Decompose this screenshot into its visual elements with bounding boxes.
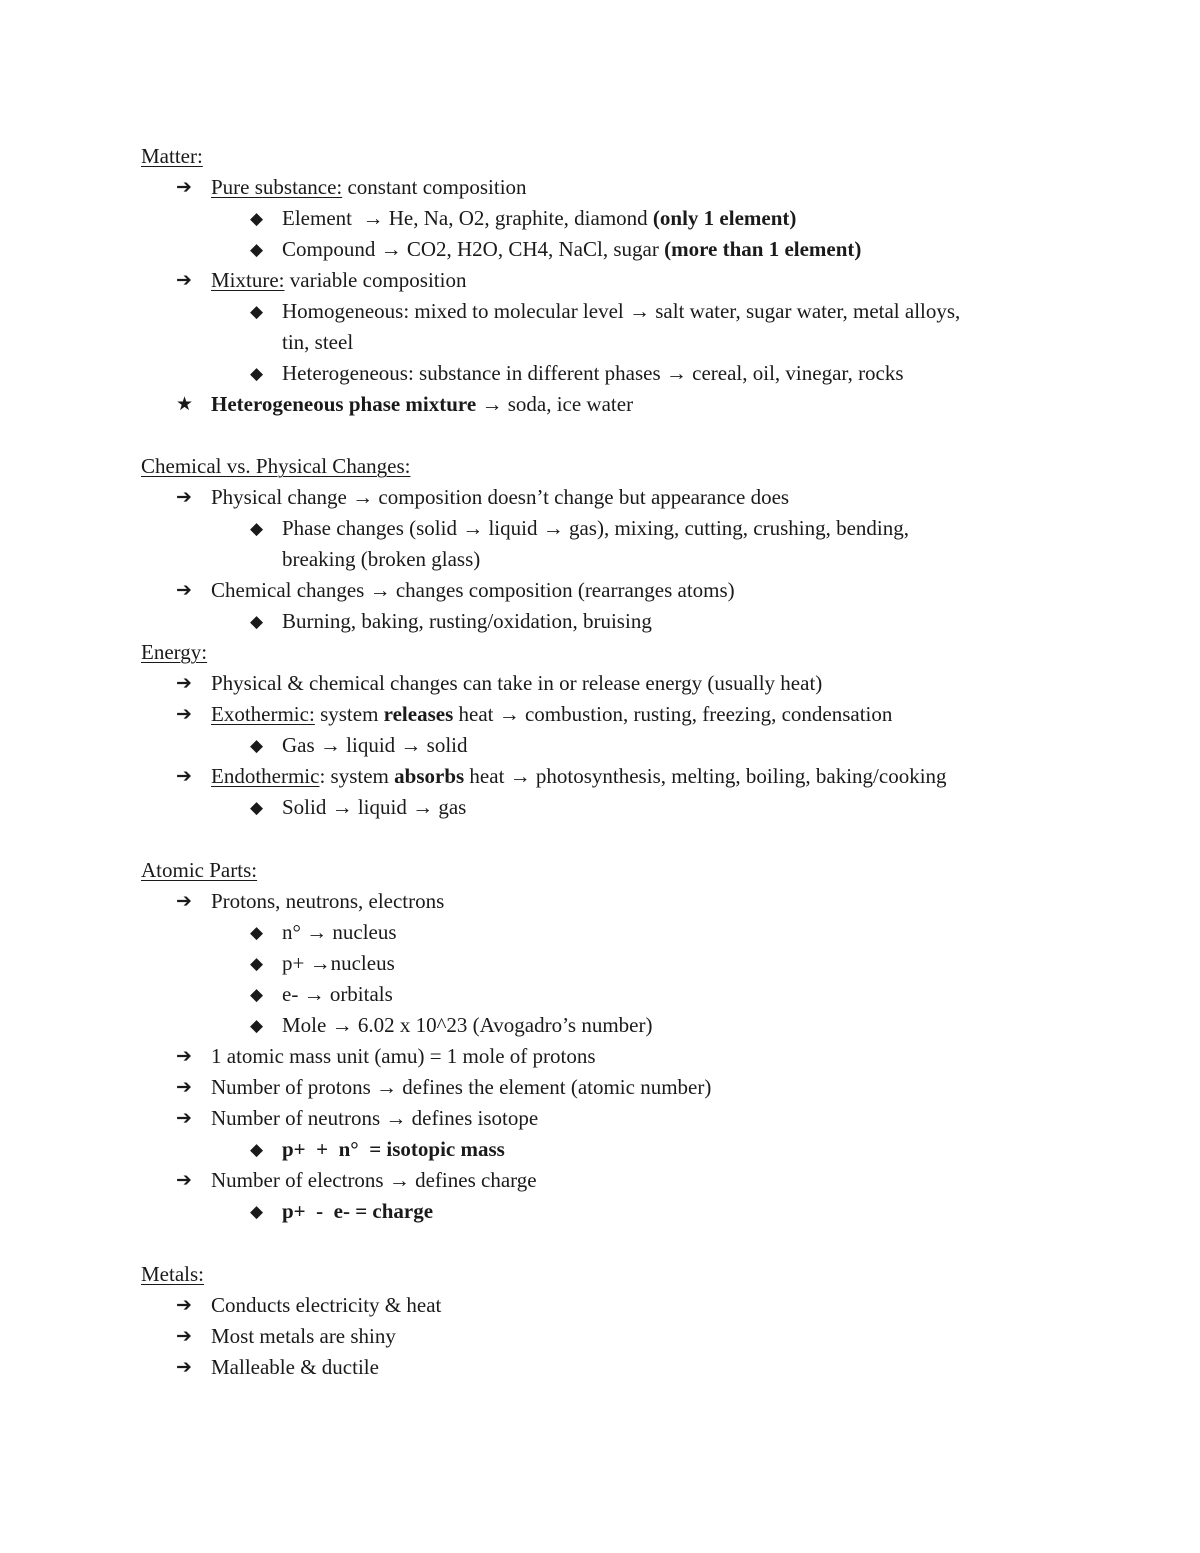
section-heading-matter: Matter: xyxy=(141,144,203,168)
arrow-bullet-icon: ➔ xyxy=(176,1357,192,1378)
arrow-bullet-icon: ➔ xyxy=(176,270,192,291)
diamond-bullet-icon: ◆ xyxy=(250,736,264,755)
arrow-bullet-icon: ➔ xyxy=(176,891,192,912)
diamond-bullet-icon: ◆ xyxy=(250,519,264,538)
notes-page: Matter: ➔ Pure substance: constant composition ◆ Element → He, Na, O2, graphite, diamond (only 1 element) ◆ Compound → CO2, H2O, CH4, NaCl, sugar (more than 1 element) ➔ Mixture: variable composition ◆ Homogeneous: mixed to molecular level → salt water, sugar water, metal alloys, tin, steel ◆ Heterogeneous: substance in different phases → cereal, oil, vinegar, rocks ★ Heterogeneous phase mixture → soda, ice water Chemical vs. Physical Changes: ➔ Physical change → composition doesn’t change but appearance does ◆ Phase changes (solid → liquid → gas), mixing, cutting, crushing, bending, breaking (broken glass) ➔ Chemical changes → changes composition (rearranges atoms) ◆ Burning, baking, rusting/oxidation, bruising Energy: ➔ Physical & chemical changes can take in or release energy (usually heat) ➔ Exothermic: system releases heat → combustion, rusting, freezing, condensation ◆ Gas → liquid → solid ➔ Endothermic: system absorbs heat → photosynthesis, melting, boiling, baking/cooking ◆ Solid → liquid → gas Atomic Parts: ➔ Protons, neutrons, electrons ◆ n° → nucleus ◆ p+ →nucleus ◆ e- → orbitals ◆ Mole → 6.02 x 10^23 (Avogadro’s number) ➔ 1 atomic mass unit (amu) = 1 mole of protons ➔ Number of protons → defines the element (atomic number) ➔ Number of neutrons → defines isotope ◆ p+ + n° = isotopic mass ➔ Number of electrons → defines charge ◆ p+ - e- = charge Metals: ➔ Conducts electricity & heat ➔ Most metals are shiny ➔ Malleable & ductile xyxy=(0,0,1200,1553)
diamond-bullet-icon: ◆ xyxy=(250,985,264,1004)
arrow-bullet-icon: ➔ xyxy=(176,1170,192,1191)
star-bullet-icon: ★ xyxy=(176,394,194,415)
arrow-bullet-icon: ➔ xyxy=(176,1326,192,1347)
diamond-bullet-icon: ◆ xyxy=(250,954,264,973)
arrow-bullet-icon: ➔ xyxy=(176,580,192,601)
diamond-bullet-icon: ◆ xyxy=(250,364,264,383)
arrow-bullet-icon: ➔ xyxy=(176,673,192,694)
arrow-bullet-icon: ➔ xyxy=(176,704,192,725)
arrow-bullet-icon: ➔ xyxy=(176,1295,192,1316)
section-heading-atomic: Atomic Parts: xyxy=(141,858,258,882)
section-heading-metals: Metals: xyxy=(141,1262,204,1286)
arrow-bullet-icon: ➔ xyxy=(176,766,192,787)
diamond-bullet-icon: ◆ xyxy=(250,1140,264,1159)
diamond-bullet-icon: ◆ xyxy=(250,798,264,817)
arrow-bullet-icon: ➔ xyxy=(176,1046,192,1067)
diamond-bullet-icon: ◆ xyxy=(250,612,264,631)
diamond-bullet-icon: ◆ xyxy=(250,1016,264,1035)
diamond-bullet-icon: ◆ xyxy=(250,240,264,259)
arrow-bullet-icon: ➔ xyxy=(176,177,192,198)
diamond-bullet-icon: ◆ xyxy=(250,923,264,942)
arrow-bullet-icon: ➔ xyxy=(176,487,192,508)
diamond-bullet-icon: ◆ xyxy=(250,209,264,228)
section-heading-changes: Chemical vs. Physical Changes: xyxy=(141,454,411,478)
arrow-bullet-icon: ➔ xyxy=(176,1108,192,1129)
diamond-bullet-icon: ◆ xyxy=(250,1202,264,1221)
section-heading-energy: Energy: xyxy=(141,640,208,664)
diamond-bullet-icon: ◆ xyxy=(250,302,264,321)
arrow-bullet-icon: ➔ xyxy=(176,1077,192,1098)
